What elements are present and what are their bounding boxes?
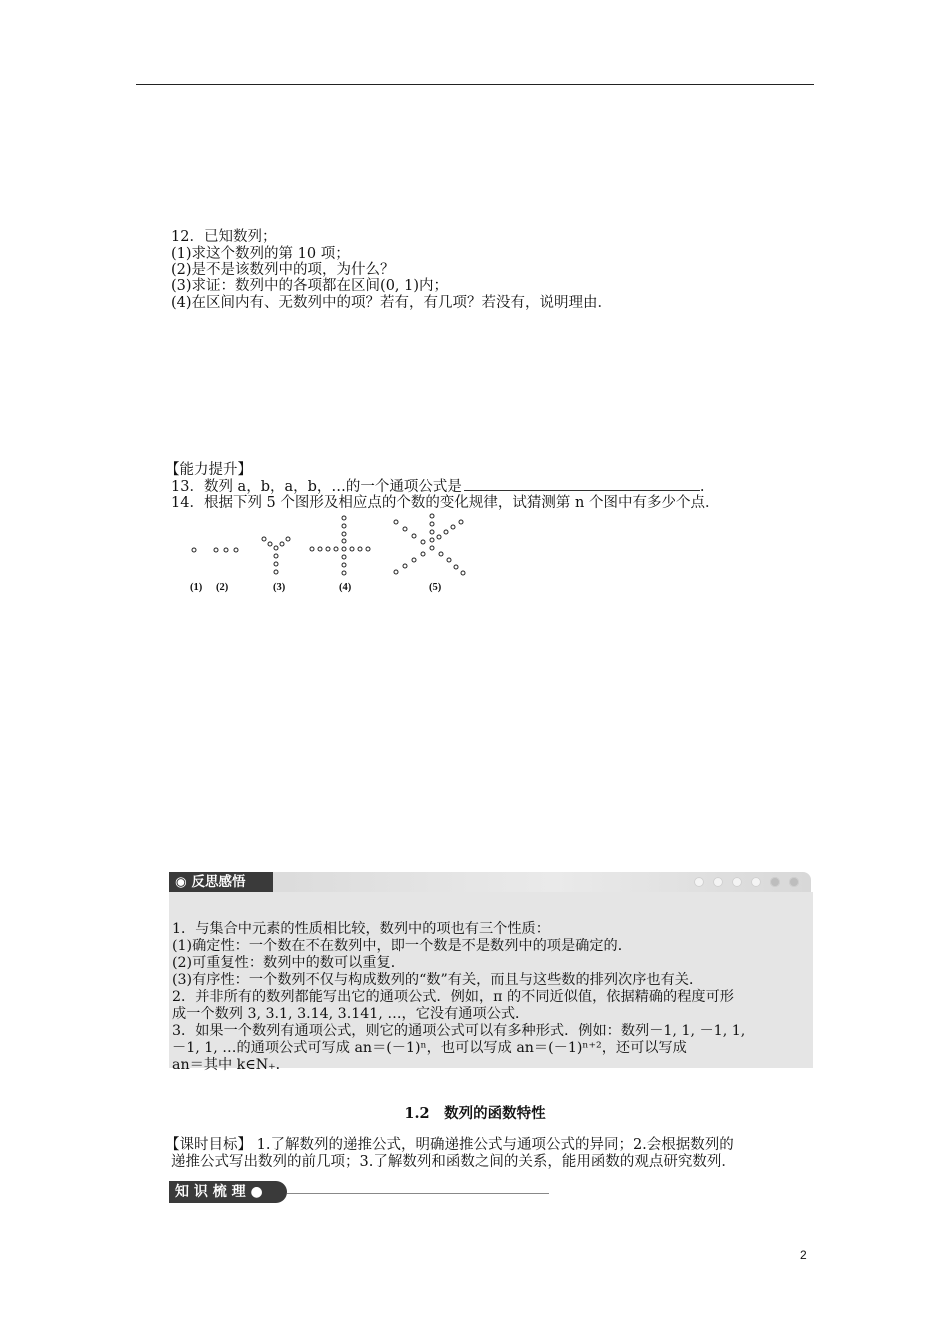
fig4-dot [318, 547, 322, 551]
fig4-dot [342, 555, 346, 559]
fig5-dot [421, 552, 425, 556]
fig2-dot [214, 548, 218, 552]
fig3-dot [280, 542, 284, 546]
reflection-line: 1．与集合中元素的性质相比较，数列中的项也有三个性质： [172, 921, 550, 937]
reflection-line: an＝其中 k∈N₊． [172, 1057, 290, 1073]
fig2-dot [224, 548, 228, 552]
fig5-dot [403, 527, 407, 531]
dot-icon [770, 877, 780, 887]
fig5-dot [439, 552, 443, 556]
fig-label-2: (2) [216, 582, 229, 593]
fig5-dot [430, 530, 434, 534]
fig-label-3: (3) [273, 582, 286, 593]
fig-label-4: (4) [339, 582, 352, 593]
fig5-dot [394, 570, 398, 574]
fig5-dot [412, 558, 416, 562]
fig3-dot [274, 554, 278, 558]
header-rule [136, 84, 814, 85]
fig5-dot [430, 538, 434, 542]
fig3-dot [262, 537, 266, 541]
fig4-dot [342, 539, 346, 543]
reflection-banner-label: ◉ 反思感悟 [169, 872, 273, 892]
fig5-dot [430, 522, 434, 526]
knowledge-banner-rule [287, 1193, 549, 1194]
fig3-dot [274, 570, 278, 574]
q12-part2: (2)是不是该数列中的项，为什么？ [171, 262, 395, 278]
fig5-dot [451, 525, 455, 529]
fig4-dot [334, 547, 338, 551]
dot-icon [732, 877, 742, 887]
reflection-line: －1, 1, …的通项公式可写成 an＝(－1)ⁿ，也可以写成 an＝(－1)ⁿ⁺²，还可以写成 [172, 1040, 687, 1056]
fig4-dot [310, 547, 314, 551]
reflection-line: (1)确定性：一个数在不在数列中，即一个数是不是数列中的项是确定的． [172, 938, 632, 954]
fig5-dot [430, 546, 434, 550]
dot-icon [694, 877, 704, 887]
fig-label-1: (1) [190, 582, 203, 593]
objective-line-2: 递推公式写出数列的前几项；3.了解数列和函数之间的关系，能用函数的观点研究数列． [171, 1154, 736, 1170]
fig3-dot [274, 562, 278, 566]
q13-period: . [699, 479, 705, 495]
q12-part3: (3)求证：数列中的各项都在区间(0, 1)内； [171, 278, 449, 294]
banner-dots [694, 877, 799, 887]
fig4-dot [358, 547, 362, 551]
fig-label-5: (5) [429, 582, 442, 593]
fig5-dot [437, 535, 441, 539]
reflection-line: 3．如果一个数列有通项公式，则它的通项公式可以有多种形式．例如：数列－1, 1, －1, 1, [172, 1023, 746, 1039]
fig4-dot [366, 547, 370, 551]
fig5-dot [461, 571, 465, 575]
fig4-dot [342, 532, 346, 536]
fig4-dot [326, 547, 330, 551]
fig4-dot [342, 516, 346, 520]
section-title: 1.2 数列的函数特性 [404, 1105, 546, 1122]
knowledge-banner-label: 知 识 梳 理 ● [169, 1181, 287, 1203]
fig5-dot [459, 520, 463, 524]
q13 [171, 478, 705, 496]
fig3-dot [274, 546, 278, 550]
reflection-banner [169, 872, 811, 892]
q12-intro: 12．已知数列； [171, 229, 277, 245]
fig5-dot [403, 564, 407, 568]
fig5-dot [444, 530, 448, 534]
q12-part1: (1)求这个数列的第 10 项； [171, 246, 350, 262]
fig4-dot [342, 571, 346, 575]
q13-text: 13．数列 a，b，a，b，…的一个通项公式是 [171, 479, 462, 495]
fig4-dot [342, 524, 346, 528]
objective-line-1: 【课时目标】 1.了解数列的递推公式，明确递推公式与通项公式的异同；2.会根据数列的 [165, 1137, 734, 1153]
fig4-dot [350, 547, 354, 551]
fig5-dot [454, 565, 458, 569]
fig3-dot [286, 537, 290, 541]
q12-part4: (4)在区间内有、无数列中的项？若有，有几项？若没有，说明理由． [171, 295, 613, 311]
fig5-dot [394, 520, 398, 524]
fig4-dot [342, 563, 346, 567]
reflection-line: (2)可重复性：数列中的数可以重复． [172, 955, 405, 971]
fig1-dot [192, 548, 196, 552]
dot-icon [713, 877, 723, 887]
fig5-dot [412, 534, 416, 538]
reflection-line: 成一个数列 3, 3.1, 3.14, 3.141, …，它没有通项公式． [172, 1006, 530, 1022]
ability-header: 【能力提升】 [165, 462, 252, 478]
fig4-dot [342, 547, 346, 551]
fig5-dot [430, 514, 434, 518]
reflection-line: 2．并非所有的数列都能写出它的通项公式．例如，π 的不同近似值，依据精确的程度可形 [172, 989, 734, 1005]
fig2-dot [234, 548, 238, 552]
dot-pattern-figure [185, 512, 485, 597]
page-number: 2 [800, 1248, 807, 1262]
q14: 14．根据下列 5 个图形及相应点的个数的变化规律，试猜测第 n 个图中有多少个点． [171, 495, 720, 511]
dot-icon [751, 877, 761, 887]
reflection-box [169, 892, 813, 1073]
reflection-line: (3)有序性：一个数列不仅与构成数列的“数”有关，而且与这些数的排列次序也有关． [172, 972, 704, 988]
answer-blank [464, 478, 700, 491]
dot-icon [789, 877, 799, 887]
fig5-dot [447, 558, 451, 562]
fig5-dot [421, 540, 425, 544]
fig3-dot [268, 542, 272, 546]
